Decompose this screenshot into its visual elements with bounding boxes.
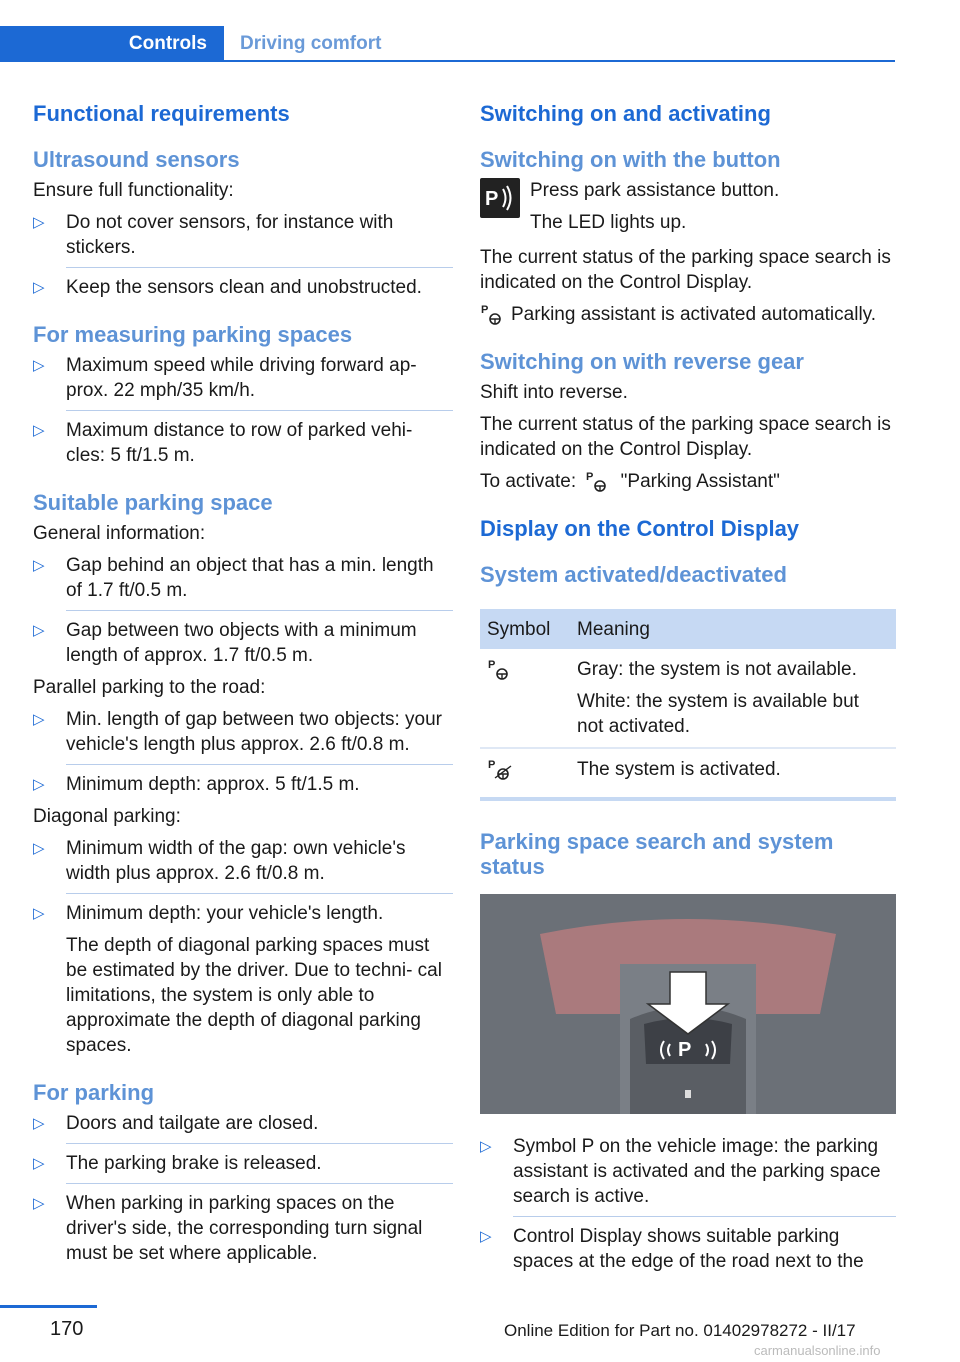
bullet-icon: ▷ bbox=[480, 1228, 492, 1246]
list-item: ▷ When parking in parking spaces on the driver's side, the corresponding turn signal must be set where applicable. bbox=[66, 1183, 453, 1266]
table-header-meaning: Meaning bbox=[570, 609, 896, 649]
text-diagonal-parking: Diagonal parking: bbox=[33, 806, 181, 827]
list-item: ▷ Maximum speed while driving forward ap‐ prox. 22 mph/35 km/h. bbox=[33, 355, 417, 401]
parking-assistant-icon bbox=[585, 469, 611, 494]
heading-for-parking: For parking bbox=[33, 1080, 155, 1105]
heading-functional-requirements: Functional requirements bbox=[33, 101, 290, 126]
list-item: ▷ Keep the sensors clean and unobstructed. bbox=[66, 267, 453, 300]
heading-switching-on: Switching on and activating bbox=[480, 101, 771, 126]
list-item: ▷ Minimum depth: your vehicle's length. bbox=[66, 893, 453, 926]
page-number: 170 bbox=[50, 1318, 84, 1340]
list-item: ▷ Minimum depth: approx. 5 ft/1.5 m. bbox=[66, 764, 453, 797]
table-header-symbol: Symbol bbox=[480, 609, 570, 649]
text-to-activate: To activate: P "Parking Assistant" bbox=[480, 469, 896, 494]
list-item: ▷ Doors and tailgate are closed. bbox=[33, 1113, 319, 1134]
svg-text:P: P bbox=[488, 759, 496, 772]
list-item: ▷ Gap behind an object that has a min. length of 1.7 ft/0.5 m. bbox=[33, 555, 434, 601]
heading-suitable-parking-space: Suitable parking space bbox=[33, 490, 273, 515]
heading-control-display: Display on the Control Display bbox=[480, 516, 800, 542]
list-item: ▷ Minimum width of the gap: own vehicle's width plus approx. 2.6 ft/0.8 m. bbox=[33, 838, 406, 884]
list-item: ▷ The parking brake is released. bbox=[66, 1143, 453, 1176]
heading-reverse-gear: Switching on with reverse gear bbox=[480, 349, 804, 374]
table-header-row bbox=[480, 609, 896, 649]
tab-driving-comfort[interactable]: Driving comfort bbox=[240, 33, 382, 54]
left-column bbox=[33, 100, 453, 1273]
list-item: ▷ Do not cover sensors, for instance with stickers. bbox=[33, 212, 394, 258]
list-item: ▷ Maximum distance to row of parked vehi‐ cles: 5 ft/1.5 m. bbox=[66, 410, 453, 468]
button-instruction bbox=[480, 178, 896, 235]
text-parallel-parking: Parallel parking to the road: bbox=[33, 677, 266, 698]
list-item: ▷ Gap between two objects with a minimum length of approx. 1.7 ft/0.5 m. bbox=[66, 610, 453, 668]
bullet-icon: ▷ bbox=[33, 1115, 45, 1132]
header-rule bbox=[0, 60, 895, 62]
table-cell-meaning: Gray: the system is not available. White: the system is available but not activated. bbox=[570, 649, 896, 748]
park-assist-button-icon bbox=[480, 178, 520, 218]
bullet-icon: ▷ bbox=[480, 1138, 492, 1156]
parking-assistant-available-icon bbox=[487, 657, 513, 682]
bullet-icon: ▷ bbox=[33, 776, 45, 793]
list-item: ▷ Control Display shows suitable parking spaces at the edge of the road next to the bbox=[513, 1216, 896, 1274]
edition-text: Online Edition for Part no. 01402978272 - II/17 bbox=[504, 1321, 856, 1340]
text-ensure: Ensure full functionality: bbox=[33, 180, 234, 201]
bullet-icon: ▷ bbox=[33, 214, 45, 231]
heading-system-activated: System activated/deactivated bbox=[480, 562, 787, 588]
symbol-table bbox=[480, 609, 896, 801]
bullet-icon: ▷ bbox=[33, 711, 45, 728]
text-general-information: General information: bbox=[33, 523, 206, 544]
right-column bbox=[480, 100, 896, 1281]
bullet-icon: ▷ bbox=[33, 357, 45, 374]
text-led: The LED lights up. bbox=[530, 212, 687, 233]
watermark: carmanualsonline.info bbox=[754, 1343, 881, 1358]
text-status-2: The current status of the parking space search is indicated on the Control Display. bbox=[480, 414, 891, 460]
parking-assistant-activated-icon bbox=[487, 757, 515, 782]
parking-assistant-icon bbox=[480, 302, 506, 327]
list-item: ▷ Symbol P on the vehicle image: the parking assistant is activated and the parking space search is active. bbox=[480, 1136, 881, 1208]
text-auto-activated: P Parking assistant is activated automatically. bbox=[481, 304, 877, 325]
bullet-icon: ▷ bbox=[33, 622, 45, 639]
bullet-icon: ▷ bbox=[33, 1155, 45, 1172]
text-shift: Shift into reverse. bbox=[480, 382, 628, 403]
table-cell-meaning: The system is activated. bbox=[570, 748, 896, 799]
heading-measuring-parking-spaces: For measuring parking spaces bbox=[33, 322, 353, 347]
bullet-icon: ▷ bbox=[33, 279, 45, 296]
header-bar bbox=[0, 26, 895, 62]
table-cell-symbol bbox=[480, 748, 570, 799]
text-status-1: The current status of the parking space search is indicated on the Control Display. bbox=[480, 247, 891, 293]
tab-controls[interactable]: Controls bbox=[0, 26, 224, 62]
bullet-icon: ▷ bbox=[33, 905, 45, 922]
svg-text:P: P bbox=[485, 188, 499, 210]
text-press-button: Press park assistance button. bbox=[530, 180, 780, 201]
svg-text:P: P bbox=[481, 304, 489, 316]
heading-parking-space-search: Parking space search and system status bbox=[480, 829, 834, 880]
table-row bbox=[480, 649, 896, 748]
heading-ultrasound-sensors: Ultrasound sensors bbox=[33, 147, 240, 172]
vehicle-image bbox=[480, 894, 896, 1114]
footer-rule bbox=[0, 1305, 97, 1308]
bullet-icon: ▷ bbox=[33, 422, 45, 439]
heading-switching-button: Switching on with the button bbox=[480, 147, 781, 172]
table-row bbox=[480, 748, 896, 799]
bullet-icon: ▷ bbox=[33, 1195, 45, 1212]
svg-text:P: P bbox=[586, 471, 594, 484]
bullet-icon: ▷ bbox=[33, 840, 45, 857]
text-diagonal-note: The depth of diagonal parking spaces must be estimated by the driver. Due to techni‐ cal limitations, the system is only able to approximate the depth of diagonal parking spaces. bbox=[66, 935, 442, 1056]
bullet-icon: ▷ bbox=[33, 557, 45, 574]
parking-p-symbol: P bbox=[678, 1039, 692, 1062]
list-item: ▷ Min. length of gap between two objects: your vehicle's length plus approx. 2.6 ft/0.8 m. bbox=[33, 709, 443, 755]
control-display-image bbox=[480, 894, 896, 1114]
svg-text:P: P bbox=[488, 659, 496, 672]
table-cell-symbol bbox=[480, 649, 570, 748]
